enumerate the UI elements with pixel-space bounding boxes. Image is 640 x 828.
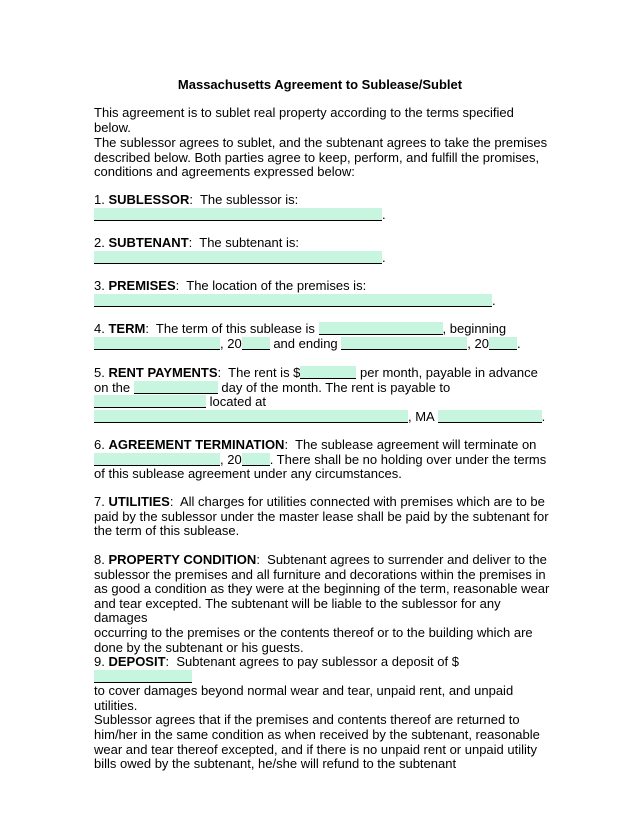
section-heading: RENT PAYMENTS bbox=[108, 365, 218, 380]
section-premises: 3. PREMISES: The location of the premises is: . bbox=[94, 278, 496, 308]
subtenant-name-field[interactable] bbox=[94, 251, 382, 264]
section-heading: PROPERTY CONDITION bbox=[108, 552, 257, 567]
premises-location-field[interactable] bbox=[94, 294, 492, 307]
section-utilities: 7. UTILITIES: All charges for utilities connected with premises which are to be paid by the sublessor under the master lease shall be paid by the subtenant for the term of this sublease. bbox=[94, 494, 549, 539]
rent-day-field[interactable] bbox=[134, 381, 218, 394]
rent-payee-field[interactable] bbox=[94, 395, 206, 408]
term-start-date-field[interactable] bbox=[94, 337, 220, 350]
document-title: Massachusetts Agreement to Sublease/Sublet bbox=[177, 77, 463, 92]
rent-payee-address-field[interactable] bbox=[94, 410, 408, 423]
section-agreement-termination: 6. AGREEMENT TERMINATION: The sublease agreement will terminate on , 20 . There shall be no holding over under the terms of this sublease agreement under any circumstances. bbox=[94, 437, 547, 482]
section-subtenant: 2. SUBTENANT: The subtenant is: . bbox=[94, 235, 386, 265]
rent-amount-field[interactable] bbox=[300, 366, 356, 379]
section-heading: SUBTENANT bbox=[108, 235, 189, 250]
section-term: 4. TERM: The term of this sublease is , beginning , 20 and ending , 20 . bbox=[94, 321, 521, 351]
intro-paragraph: This agreement is to sublet real property according to the terms specified below. bbox=[94, 105, 514, 135]
section-property-condition: 8. PROPERTY CONDITION: Subtenant agrees to surrender and deliver to the sublessor the premises and all furniture and decorations within the premises in as good a condition as they were at the beginning of the term, reasonable wear and tear excepted. The subtenant will be liable to the sublessor for any damages occurring to the premises or the contents thereof or to the building which are done by the subtenant or his guests. bbox=[94, 552, 550, 655]
sublessor-name-field[interactable] bbox=[94, 208, 382, 221]
rent-zip-field[interactable] bbox=[438, 410, 542, 423]
section-sublessor: 1. SUBLESSOR: The sublessor is: . bbox=[94, 192, 386, 222]
term-start-year-field[interactable] bbox=[242, 337, 270, 350]
termination-date-field[interactable] bbox=[94, 453, 220, 466]
section-heading: SUBLESSOR bbox=[108, 192, 190, 207]
term-length-field[interactable] bbox=[319, 322, 443, 335]
termination-year-field[interactable] bbox=[242, 453, 270, 466]
term-end-date-field[interactable] bbox=[341, 337, 467, 350]
section-heading: TERM bbox=[108, 321, 146, 336]
section-rent-payments: 5. RENT PAYMENTS: The rent is $ per month, payable in advance on the day of the month. The rent is payable to located at , MA . bbox=[94, 365, 546, 424]
section-heading: UTILITIES bbox=[108, 494, 170, 509]
agreement-paragraph: The sublessor agrees to sublet, and the subtenant agrees to take the premises described below. Both parties agree to keep, perform, and fulfill the promises, conditions and agreements expressed below: bbox=[94, 135, 548, 180]
deposit-amount-field[interactable] bbox=[94, 670, 192, 683]
term-end-year-field[interactable] bbox=[489, 337, 517, 350]
section-deposit: 9. DEPOSIT: Subtenant agrees to pay sublessor a deposit of $ to cover damages beyond normal wear and tear, unpaid rent, and unpaid utilities. Sublessor agrees that if the premises and contents thereof are returned to him/her in the same condition as when received by the subtenant, reasonable wear and tear thereof excepted, and if there is no unpaid rent or unpaid utility bills owed by the subtenant, he/she will refund to the subtenant bbox=[94, 654, 540, 772]
section-heading: PREMISES bbox=[108, 278, 176, 293]
section-heading: AGREEMENT TERMINATION bbox=[108, 437, 285, 452]
section-heading: DEPOSIT bbox=[108, 654, 166, 669]
